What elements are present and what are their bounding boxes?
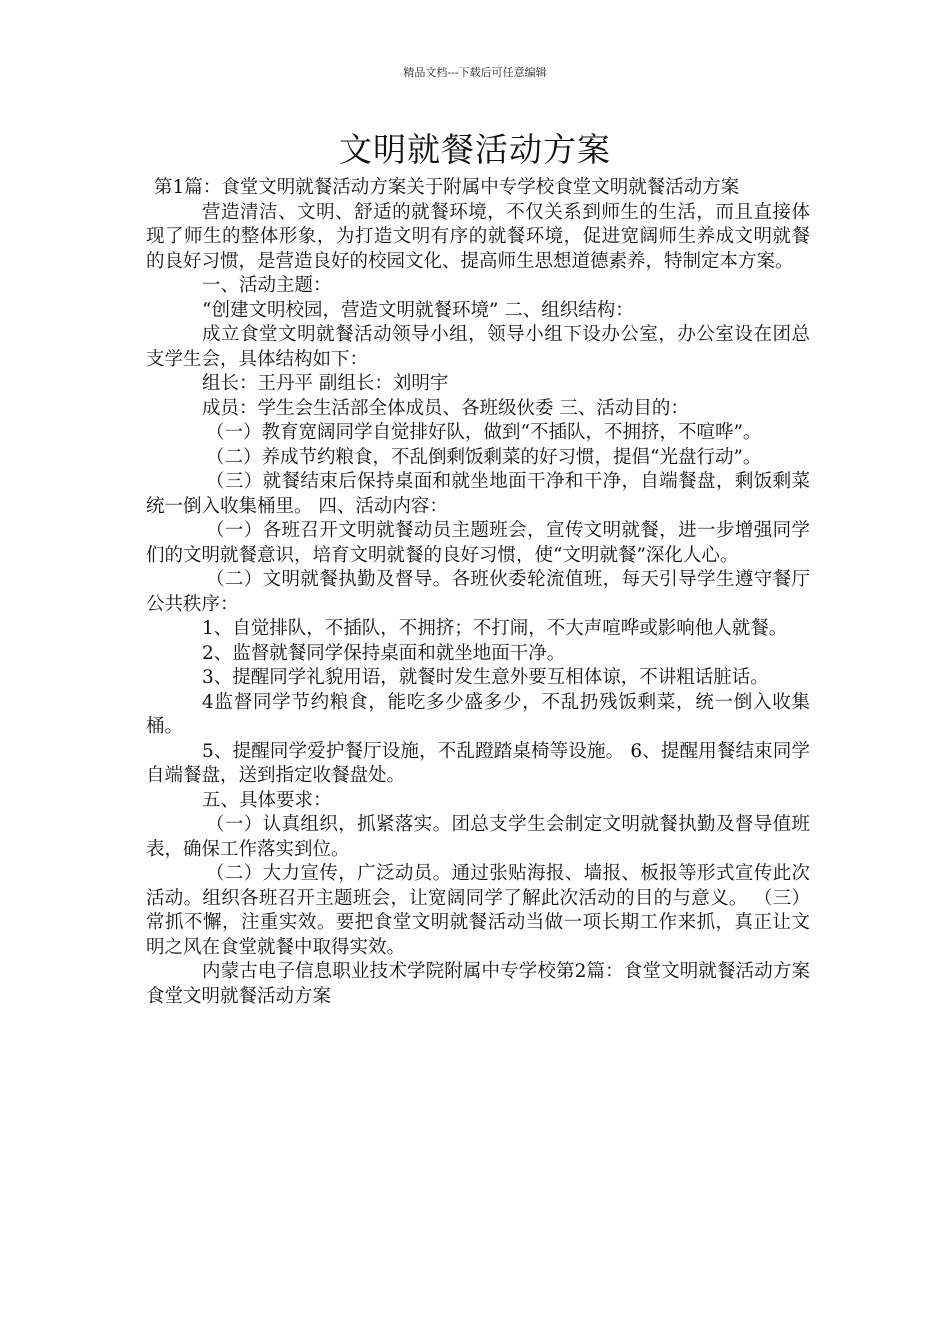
paragraph-goal-3: （三）就餐结束后保持桌面和就坐地面干净和干净，自端餐盘，剩饭剩菜统一倒入收集桶里。 四、活动内容： — [146, 471, 810, 517]
document-title: 文明就餐活动方案 — [339, 130, 611, 169]
paragraph-purpose: 营造清洁、文明、舒适的就餐环境，不仅关系到师生的生活，而且直接体现了师生的整体形象，为打造文明有序的就餐环境，促进宽阔师生养成文明就餐的良好习惯，是营造良好的校园文化、提高师生思想道德素养，特制定本方案。 — [146, 201, 810, 272]
page-header-note: 精品文档---下载后可任意编辑 — [403, 66, 547, 79]
paragraph-closing: 内蒙古电子信息职业技术学院附属中专学校第2篇：食堂文明就餐活动方案食堂文明就餐活动方案 — [146, 961, 810, 1007]
section-heading-theme: 一、活动主题： — [202, 275, 332, 296]
paragraph-rule-2: 2、监督就餐同学保持桌面和就坐地面干净。 — [202, 642, 566, 664]
paragraph-organization: 成立食堂文明就餐活动领导小组，领导小组下设办公室，办公室设在团总支学生会，具体结构如下： — [146, 324, 810, 370]
paragraph-leaders: 组长：王丹平 副组长：刘明宇 — [202, 373, 449, 394]
section-heading-requirements: 五、具体要求： — [202, 789, 332, 811]
document-body — [146, 176, 810, 1009]
paragraph-content-1: （一）各班召开文明就餐动员主题班会，宣传文明就餐，进一步增强同学们的文明就餐意识，培育文明就餐的良好习惯，使“文明就餐”深化人心。 — [146, 520, 810, 566]
paragraph-goal-1: （一）教育宽阔同学自觉排好队，做到“不插队，不拥挤，不喧哗”。 — [206, 422, 762, 443]
paragraph-intro: 第1篇：食堂文明就餐活动方案关于附属中专学校食堂文明就餐活动方案 — [154, 177, 740, 198]
paragraph-rule-5: 5、提醒同学爱护餐厅设施，不乱蹬踏桌椅等设施。 6、提醒用餐结束同学自端餐盘，送到指定收餐盘处。 — [146, 740, 810, 786]
paragraph-rule-3: 3、提醒同学礼貌用语，就餐时发生意外要互相体谅，不讲粗话脏话。 — [202, 667, 769, 688]
paragraph-members: 成员：学生会生活部全体成员、各班级伙委 三、活动目的： — [202, 397, 689, 419]
paragraph-goal-2: （二）养成节约粮食，不乱倒剩饭剩菜的好习惯，提倡“光盘行动”。 — [206, 446, 762, 468]
paragraph-content-2: （二）文明就餐执勤及督导。各班伙委轮流值班，每天引导学生遵守餐厅公共秩序： — [146, 569, 810, 615]
paragraph-requirement-1: （一）认真组织，抓紧落实。团总支学生会制定文明就餐执勤及督导值班表，确保工作落实到位。 — [146, 814, 810, 860]
paragraph-rule-1: 1、自觉排队，不插队，不拥挤；不打闹，不大声喧哗或影响他人就餐。 — [202, 618, 788, 639]
paragraph-requirement-2: （二）大力宣传，广泛动员。通过张贴海报、墙报、板报等形式宣传此次活动。组织各班召开主题班会，让宽阔同学了解此次活动的目的与意义。 （三）常抓不懈，注重实效。要把食堂文明就餐活动当做一项长期工作来抓，真正让文明之风在食堂就餐中取得实效。 — [146, 863, 810, 958]
paragraph-theme: “创建文明校园，营造文明就餐环境” 二、组织结构： — [202, 299, 634, 321]
paragraph-rule-4: 4监督同学节约粮食，能吃多少盛多少，不乱扔残饭剩菜，统一倒入收集桶。 — [146, 691, 810, 737]
